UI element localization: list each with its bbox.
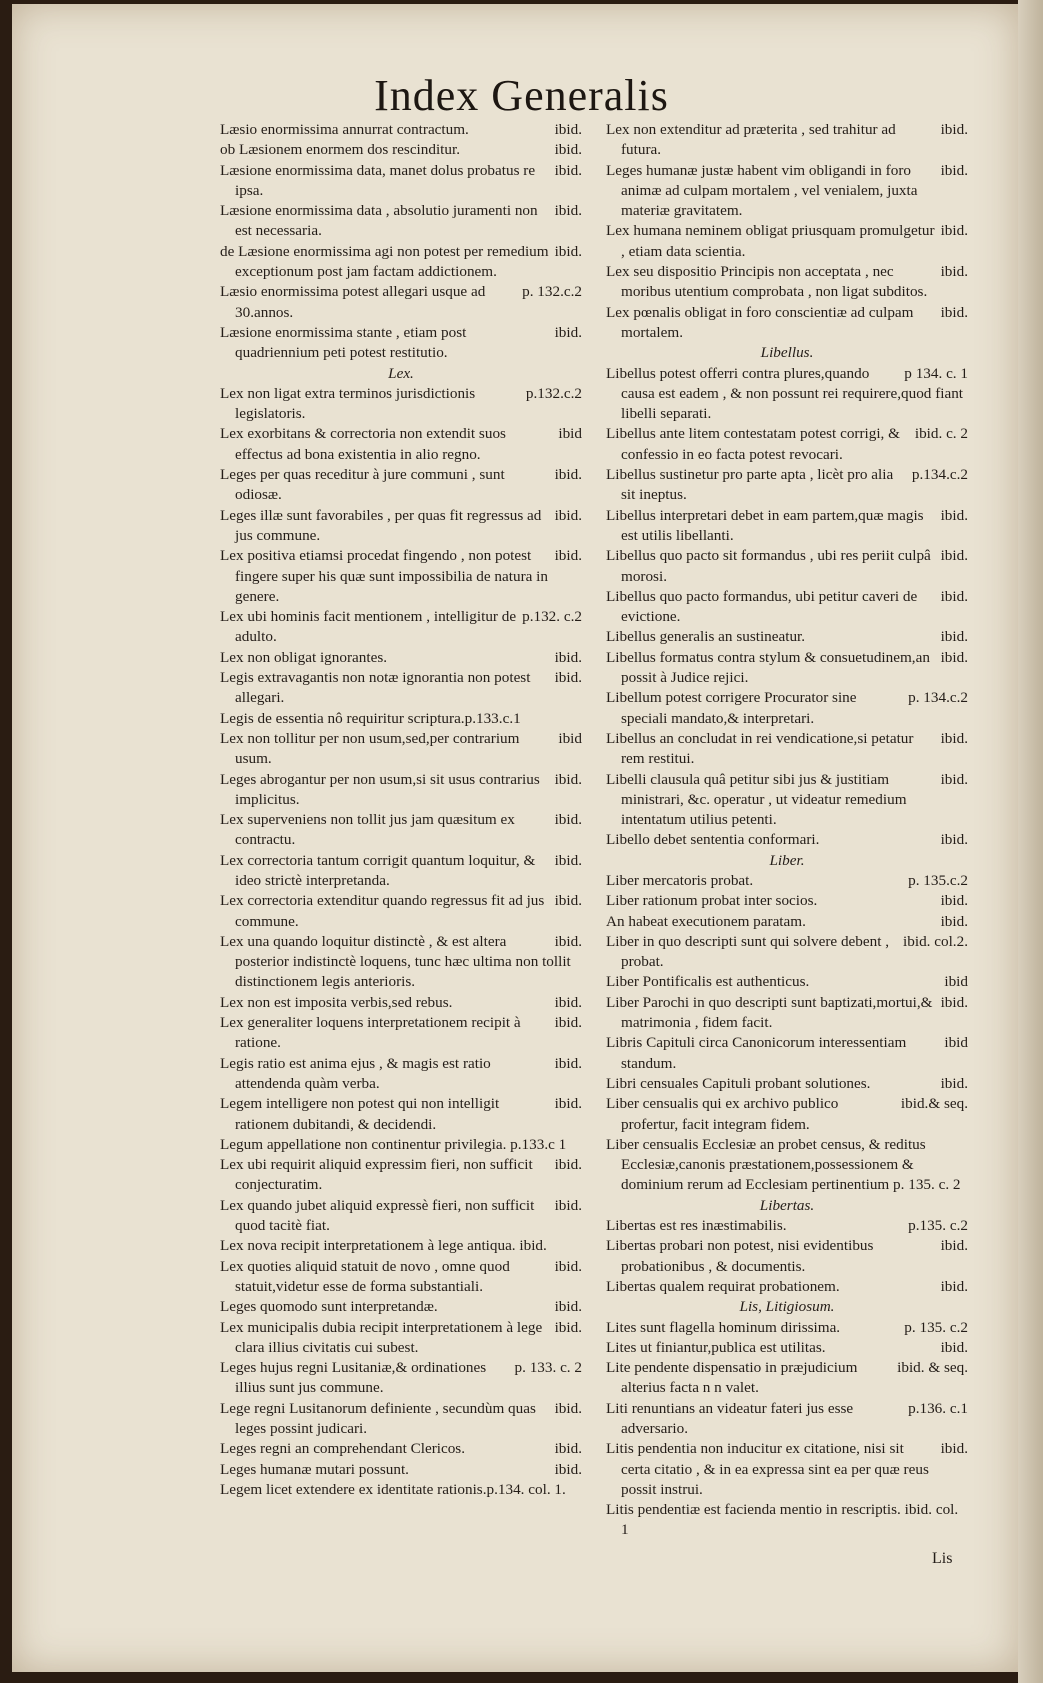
- index-entry: [220, 1460, 582, 1480]
- entry-text: Lex quando jubet aliquid expressè fieri, non sufficit quod tacitè fiat.: [220, 1196, 535, 1235]
- entry-text: Libellus an concludat in rei vendicatione,si petatur rem restitui.: [606, 729, 914, 768]
- entry-text: Libelli clausula quâ petitur sibi jus & justitiam ministrari, &c. operatur , ut videatur remedium intentatum utilius petenti.: [606, 770, 907, 829]
- entry-text: Lex municipalis dubia recipit interpretationem à lege clara illius civitatis cui subest.: [220, 1318, 543, 1356]
- entry-text: Læsione enormissima stante , etiam post quadriennium peti potest restitutio.: [220, 323, 467, 362]
- entry-text: Libellus generalis an sustineatur.: [606, 628, 806, 646]
- page-reference: ibid.: [940, 1440, 968, 1458]
- page-reference: ibid.: [554, 1460, 582, 1478]
- entry-text: Lex seu dispositio Principis non acceptata , nec moribus utentium comprobata , non ligat subditos.: [606, 263, 928, 301]
- page-reference: ibid.: [554, 547, 582, 565]
- entry-text: Lites ut finiantur,publica est utilitas.: [606, 1338, 826, 1356]
- entry-text: Lex correctoria extenditur quando regressus fit ad jus commune.: [220, 892, 545, 930]
- index-column-right: [606, 120, 968, 1541]
- index-heading: Lis, Litigiosum.: [739, 1298, 835, 1316]
- page-reference: ibid.: [940, 1237, 968, 1255]
- entry-text: Lex nova recipit interpretationem à lege antiqua. ibid.: [220, 1237, 547, 1255]
- index-entry: [606, 546, 968, 587]
- page-reference: ibid.: [554, 1440, 582, 1458]
- page-reference: ibid.: [940, 993, 968, 1011]
- entry-text: de Læsione enormissima agi non potest per remedium exceptionum post jam factam addictionem.: [220, 242, 549, 281]
- entry-text: Lex non obligat ignorantes.: [220, 648, 388, 666]
- index-entry: [220, 282, 582, 323]
- page-reference: ibid. col.2.: [903, 932, 968, 950]
- entry-text: Libello debet sententia conformari.: [606, 831, 820, 849]
- page-reference: ibid.: [940, 1338, 968, 1356]
- page-reference: ibid.: [554, 161, 582, 179]
- index-entry: [606, 1216, 968, 1236]
- index-entry: [606, 891, 968, 911]
- index-entry: [220, 546, 582, 607]
- page-reference: ibid.: [554, 466, 582, 484]
- entry-text: Lege regni Lusitanorum definiente , secundùm quas leges possint judicari.: [220, 1399, 536, 1437]
- index-entry: [606, 770, 968, 831]
- index-entry: [220, 323, 582, 364]
- index-entry: [606, 1135, 968, 1196]
- index-entry: [606, 587, 968, 628]
- index-entry: [606, 1500, 968, 1541]
- index-entry: [220, 709, 582, 729]
- index-entry: [220, 1358, 582, 1399]
- index-entry: [606, 993, 968, 1034]
- index-entry: [220, 1155, 582, 1196]
- page-reference: ibid.: [554, 932, 582, 950]
- index-entry: [606, 1439, 968, 1500]
- index-entry: [220, 201, 582, 242]
- page-reference: ibid.: [940, 587, 968, 605]
- index-entry: [606, 648, 968, 689]
- page-reference: p. 135.c.2: [908, 871, 968, 889]
- entry-text: Leges abrogantur per non usum,si sit usus contrarius implicitus.: [220, 770, 540, 808]
- entry-text: Libellus quo pacto sit formandus , ubi res periit culpâ morosi.: [606, 547, 931, 585]
- page-reference: ibid.: [940, 831, 968, 849]
- index-heading: Libertas.: [759, 1196, 815, 1214]
- index-entry: [220, 810, 582, 851]
- entry-text: Lex quoties aliquid statuit de novo , omne quod statuit,videtur esse de forma substantiali.: [220, 1257, 510, 1295]
- index-entry: [220, 607, 582, 648]
- entry-text: Lex correctoria tantum corrigit quantum loquitur, & ideo strictè interpretanda.: [220, 851, 536, 889]
- entry-text: Legis ratio est anima ejus , & magis est ratio attendenda quàm verba.: [220, 1054, 491, 1092]
- entry-text: Lex non tollitur per non usum,sed,per contrarium usum.: [220, 729, 520, 768]
- entry-text: Legem licet extendere ex identitate rationis.p.134. col. 1.: [220, 1480, 566, 1498]
- entry-text: Leges quomodo sunt interpretandæ.: [220, 1298, 438, 1316]
- entry-text: Libertas probari non potest, nisi evidentibus probationibus , & documentis.: [606, 1237, 874, 1275]
- index-entry: [220, 891, 582, 932]
- index-entry: [220, 1094, 582, 1135]
- index-entry: [220, 1399, 582, 1440]
- index-entry: [220, 1439, 582, 1459]
- page-reference: ibid.: [554, 1298, 582, 1316]
- index-heading: Liber.: [769, 851, 805, 869]
- index-entry: [220, 851, 582, 892]
- page-reference: p 134. c. 1: [904, 364, 968, 382]
- index-entry: [220, 1135, 582, 1155]
- page-reference: ibid.: [554, 1318, 582, 1336]
- page-reference: p.136. c.1: [908, 1399, 968, 1417]
- page-reference: ibid.: [554, 323, 582, 341]
- index-entry: [606, 424, 968, 465]
- page-reference: p. 133. c. 2: [514, 1359, 582, 1377]
- entry-text: Lex non extenditur ad præterita , sed trahitur ad futura.: [606, 121, 896, 159]
- page-reference: ibid.: [554, 669, 582, 687]
- entry-text: Libertas qualem requirat probationem.: [606, 1277, 840, 1295]
- page-reference: p. 134.c.2: [908, 689, 968, 707]
- index-entry: [220, 1236, 582, 1256]
- index-column-left: [220, 120, 582, 1500]
- index-entry: [606, 262, 968, 303]
- page-reference: ibid.: [940, 912, 968, 930]
- index-entry: [606, 1236, 968, 1277]
- page-reference: ibid. & seq.: [897, 1359, 968, 1377]
- index-heading: Libellus.: [760, 344, 814, 362]
- page-reference: ibid.: [554, 1399, 582, 1417]
- page-reference: ibid: [944, 1034, 968, 1052]
- index-entry: [220, 648, 582, 668]
- entry-text: Libellus potest offerri contra plures,quando causa est eadem , & non possunt rei requirere,quod fiant libelli separati.: [606, 364, 964, 423]
- page-reference: ibid.: [554, 851, 582, 869]
- index-entry: [606, 688, 968, 729]
- entry-text: Libellus interpretari debet in eam partem,quæ magis est utilis libellanti.: [606, 506, 924, 544]
- entry-text: Libellus sustinetur pro parte apta , licèt pro alia sit ineptus.: [606, 466, 894, 504]
- index-entry: [220, 1013, 582, 1054]
- index-entry: [220, 384, 582, 425]
- page-reference: p.135. c.2: [908, 1217, 968, 1235]
- entry-text: Legis de essentia nô requiritur scriptura.p.133.c.1: [220, 709, 521, 727]
- entry-text: Lex exorbitans & correctoria non extendit suos effectus ad bona existentia in alio regno.: [220, 425, 506, 463]
- page-reference: ibid.: [554, 993, 582, 1011]
- entry-text: Libertas est res inæstimabilis.: [606, 1217, 787, 1235]
- page-reference: ibid.: [940, 222, 968, 240]
- page-reference: ibid.: [940, 121, 968, 138]
- index-entry: [606, 871, 968, 891]
- page-reference: ibid.: [554, 141, 582, 159]
- page-reference: ibid.: [554, 811, 582, 829]
- page-reference: ibid.: [554, 770, 582, 788]
- page-reference: ibid.: [554, 121, 582, 138]
- page-reference: ibid.: [554, 1014, 582, 1032]
- entry-text: Liber censualis Ecclesiæ an probet census, & reditus Ecclesiæ,canonis præstationem,possessionem & dominium rerum ad Ecclesiam pertinentium p. 135. c. 2: [606, 1135, 961, 1194]
- index-entry: [606, 120, 968, 161]
- entry-text: Lex superveniens non tollit jus jam quæsitum ex contractu.: [220, 811, 515, 849]
- page-reference: ibid.: [940, 648, 968, 666]
- index-entry: [220, 668, 582, 709]
- entry-text: Læsio enormissima potest allegari usque ad 30.annos.: [220, 283, 486, 321]
- index-entry: [220, 465, 582, 506]
- index-entry: [606, 1277, 968, 1297]
- entry-text: Lite pendente dispensatio in præjudicium alterius facta n n valet.: [606, 1359, 858, 1397]
- index-entry: [606, 1358, 968, 1399]
- index-entry: [220, 1297, 582, 1317]
- page-reference: ibid.: [554, 648, 582, 666]
- entry-text: Litis pendentiæ est facienda mentio in rescriptis. ibid. col. 1: [606, 1501, 959, 1539]
- index-entry: [220, 120, 582, 140]
- page-reference: ibid: [558, 729, 582, 747]
- index-entry: [606, 1094, 968, 1135]
- index-entry: [606, 1338, 968, 1358]
- page-reference: ibid.: [554, 1196, 582, 1214]
- entry-text: Lex pœnalis obligat in foro conscientiæ ad culpam mortalem.: [606, 303, 914, 341]
- index-entry: [220, 1480, 582, 1500]
- index-entry: [606, 465, 968, 506]
- entry-text: Liber in quo descripti sunt qui solvere debent , probat.: [606, 932, 890, 971]
- index-entry: [606, 221, 968, 262]
- page-reference: ibid.: [554, 892, 582, 910]
- page-reference: ibid: [944, 973, 968, 991]
- page-reference: ibid.: [940, 892, 968, 910]
- entry-text: Libellum potest corrigere Procurator sine speciali mandato,& interpretari.: [606, 689, 857, 727]
- entry-text: Lex generaliter loquens interpretationem recipit à ratione.: [220, 1014, 521, 1052]
- index-entry: [220, 140, 582, 160]
- page-reference: ibid: [558, 425, 582, 443]
- entry-text: Lex non est imposita verbis,sed rebus.: [220, 993, 453, 1011]
- page-reference: p.132.c.2: [525, 384, 582, 402]
- index-entry: [220, 729, 582, 770]
- index-entry: [220, 242, 582, 283]
- entry-text: Libellus ante litem contestatam potest corrigi, & confessio in eo facta potest revocari.: [606, 425, 900, 463]
- entry-text: Lex non ligat extra terminos jurisdictionis legislatoris.: [220, 384, 476, 423]
- page-title: Index Generalis: [374, 71, 669, 120]
- index-entry: [606, 1074, 968, 1094]
- entry-text: Litis pendentia non inducitur ex citatione, nisi sit certa citatio , & in ea expressa sint ea per quæ reus possit instrui.: [606, 1440, 929, 1498]
- entry-text: Leges regni an comprehendant Clericos.: [220, 1440, 466, 1458]
- page-reference: ibid.& seq.: [900, 1095, 968, 1113]
- page-reference: ibid.: [940, 1074, 968, 1092]
- page-reference: ibid.: [940, 547, 968, 565]
- entry-text: Leges humanæ mutari possunt.: [220, 1460, 409, 1478]
- entry-text: Lites sunt flagella hominum dirissima.: [606, 1318, 841, 1336]
- index-entry: [606, 729, 968, 770]
- index-entry: [220, 1318, 582, 1359]
- index-entry: [220, 993, 582, 1013]
- entry-text: ob Læsionem enormem dos rescinditur.: [220, 141, 461, 159]
- entry-text: Libellus formatus contra stylum & consuetudinem,an possit à Judice rejici.: [606, 648, 930, 687]
- entry-text: Libri censuales Capituli probant solutiones.: [606, 1074, 871, 1092]
- entry-text: Lex humana neminem obligat priusquam promulgetur , etiam data scientia.: [606, 222, 935, 260]
- entry-text: Legum appellatione non continentur privilegia. p.133.c 1: [220, 1135, 567, 1153]
- entry-text: Libellus quo pacto formandus, ubi petitur caveri de evictione.: [606, 587, 918, 626]
- page-reference: ibid.: [940, 263, 968, 281]
- page-reference: ibid.: [554, 1156, 582, 1174]
- entry-text: Læsione enormissima data, manet dolus probatus re ipsa.: [220, 161, 536, 199]
- page-reference: ibid.: [554, 1257, 582, 1275]
- entry-text: Liber mercatoris probat.: [606, 871, 754, 889]
- index-entry: [606, 912, 968, 932]
- entry-text: Libris Capituli circa Canonicorum interessentiam standum.: [606, 1034, 907, 1072]
- page-reference: ibid.: [940, 628, 968, 646]
- index-entry: [606, 303, 968, 344]
- index-entry: [220, 506, 582, 547]
- page-reference: ibid.: [554, 1095, 582, 1113]
- entry-text: Liber Pontificalis est authenticus.: [606, 973, 810, 991]
- index-entry: [220, 424, 582, 465]
- index-entry: [220, 1054, 582, 1095]
- index-entry: [606, 972, 968, 992]
- entry-text: Legem intelligere non potest qui non intelligit rationem dubitandi, & decidendi.: [220, 1095, 500, 1133]
- facing-page-edge: [1018, 0, 1043, 1683]
- index-entry: [606, 627, 968, 647]
- page-reference: p.134.c.2: [911, 466, 968, 484]
- index-entry: [606, 506, 968, 547]
- entry-text: Liti renuntians an videatur fateri jus esse adversario.: [606, 1399, 854, 1437]
- entry-text: Leges illæ sunt favorabiles , per quas fit regressus ad jus commune.: [220, 506, 542, 544]
- entry-text: Læsione enormissima data , absolutio juramenti non est necessaria.: [220, 202, 538, 240]
- entry-text: Lex positiva etiamsi procedat fingendo , non potest fingere super his quæ sunt impossibilia de natura in genere.: [220, 547, 548, 605]
- page-reference: ibid.: [940, 770, 968, 788]
- page-reference: ibid.: [554, 202, 582, 220]
- entry-text: Leges humanæ justæ habent vim obligandi in foro animæ ad culpam mortalem , vel venialem, juxta materiæ gravitatem.: [606, 161, 918, 220]
- index-entry: [220, 932, 582, 993]
- page-reference: ibid.: [554, 242, 582, 260]
- page-reference: ibid.: [940, 729, 968, 747]
- entry-text: Lex ubi requirit aliquid expressim fieri, non sufficit conjecturatim.: [220, 1156, 533, 1194]
- index-entry: [606, 364, 968, 425]
- entry-text: Liber Parochi in quo descripti sunt baptizati,mortui,& matrimonia , fidem facit.: [606, 993, 933, 1032]
- index-entry: [606, 1318, 968, 1338]
- index-entry: [606, 932, 968, 973]
- page-reference: p.132. c.2: [522, 608, 582, 626]
- page-reference: ibid.: [554, 506, 582, 524]
- page-reference: ibid.: [554, 1054, 582, 1072]
- index-entry: [220, 1257, 582, 1298]
- index-heading: Lex.: [388, 364, 414, 382]
- entry-text: Lex ubi hominis facit mentionem , intelligitur de adulto.: [220, 608, 517, 646]
- index-entry: [606, 161, 968, 222]
- index-entry: [606, 1399, 968, 1440]
- catchword: Lis: [932, 1550, 953, 1567]
- index-entry: [606, 1033, 968, 1074]
- entry-text: Liber censualis qui ex archivo publico profertur, facit integram fidem.: [606, 1095, 839, 1133]
- page-reference: ibid.: [940, 506, 968, 524]
- page-reference: ibid.: [940, 1277, 968, 1295]
- index-entry: [220, 1196, 582, 1237]
- page-reference: p. 135. c.2: [904, 1318, 968, 1336]
- entry-text: Legis extravagantis non notæ ignorantia non potest allegari.: [220, 669, 531, 707]
- entry-text: Lex una quando loquitur distinctè , & est altera posterior indistinctè loquens, tunc hæc ultima non tollit distinctionem legis anterioris.: [220, 932, 571, 991]
- index-entry: [220, 161, 582, 202]
- page-reference: ibid. c. 2: [914, 425, 968, 443]
- page-reference: ibid.: [940, 161, 968, 179]
- index-entry: [220, 770, 582, 811]
- entry-text: Læsio enormissima annurrat contractum.: [220, 121, 469, 138]
- index-entry: [606, 830, 968, 850]
- entry-text: An habeat executionem paratam.: [606, 912, 806, 930]
- page-reference: p. 132.c.2: [522, 283, 582, 301]
- page-reference: ibid.: [940, 303, 968, 321]
- entry-text: Leges hujus regni Lusitaniæ,& ordinationes illius sunt jus commune.: [220, 1359, 487, 1397]
- entry-text: Leges per quas receditur à jure communi , sunt odiosæ.: [220, 466, 505, 504]
- entry-text: Liber rationum probat inter socios.: [606, 892, 818, 910]
